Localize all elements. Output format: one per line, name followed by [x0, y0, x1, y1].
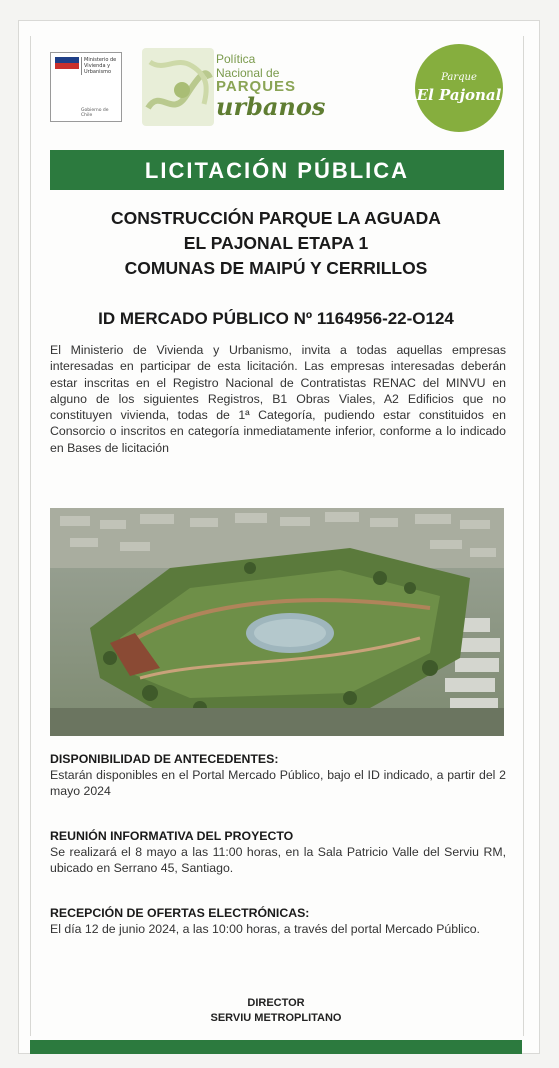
section-reunion	[50, 828, 506, 876]
section-body: El día 12 de junio 2024, a las 10:00 horas, a través del portal Mercado Público.	[50, 922, 480, 936]
signature-title: DIRECTOR	[247, 997, 305, 1009]
park-aerial-rendering	[50, 508, 504, 736]
section-heading: RECEPCIÓN DE OFERTAS ELECTRÓNICAS:	[50, 906, 310, 920]
title-line-2: EL PAJONAL ETAPA 1	[183, 233, 369, 253]
licitacion-banner: LICITACIÓN PÚBLICA	[50, 150, 504, 190]
section-body: Estarán disponibles en el Portal Mercado Público, bajo el ID indicado, a partir del 2 mayo 2024	[50, 768, 506, 798]
title-line-3: COMUNAS DE MAIPÚ Y CERRILLOS	[124, 258, 428, 278]
intro-paragraph: El Ministerio de Vivienda y Urbanismo, invita a todas aquellas empresas interesadas en participar de esta licitación. Las empresas interesadas deberán estar inscritas en el Registro Nacional de Contratistas RENAC del MINVU en alguno de los siguientes Registros, B1 Obras Viales, A2 Edificios que no constituyen vivienda, todas de 1ª Categoría, pudiendo estar constituidos en Consorcio o inscritos en categoría inmediatamente inferior, conforme a lo indicado en Bases de licitación	[50, 343, 506, 455]
title-line-1: CONSTRUCCIÓN PARQUE LA AGUADA	[111, 208, 441, 228]
section-disponibilidad	[50, 751, 506, 799]
ministry-logo-text: Ministerio de Vivienda y Urbanismo	[81, 57, 122, 75]
policy-logo-line2: Nacional de	[216, 66, 280, 80]
politica-parques-logo	[142, 48, 328, 130]
project-title	[30, 206, 522, 281]
section-heading: DISPONIBILIDAD DE ANTECEDENTES:	[50, 752, 279, 766]
bottom-green-bar	[30, 1040, 522, 1054]
gobierno-chile-logo	[50, 52, 122, 122]
mercado-publico-id: ID MERCADO PÚBLICO Nº 1164956-22-O124	[98, 309, 454, 328]
signature-org: SERVIU METROPLITANO	[210, 1012, 342, 1024]
policy-logo-line1: Política	[216, 52, 256, 66]
section-heading: REUNIÓN INFORMATIVA DEL PROYECTO	[50, 829, 294, 843]
flag-red-stripe	[55, 63, 79, 69]
section-recepcion	[50, 905, 506, 937]
badge-line2: El Pajonal	[416, 86, 502, 104]
parque-el-pajonal-badge	[415, 44, 503, 132]
parks-map-icon	[142, 48, 214, 126]
signature-block	[30, 996, 522, 1026]
policy-logo-line3: PARQUES	[216, 78, 297, 95]
gobierno-logo-text: Gobierno de Chile	[81, 108, 109, 118]
policy-logo-line4: urbanos	[216, 92, 326, 121]
section-body: Se realizará el 8 mayo a las 11:00 horas, en la Sala Patricio Valle del Serviu RM, ubicado en Serrano 45, Santiago.	[50, 845, 506, 875]
badge-line1: Parque	[441, 72, 477, 83]
